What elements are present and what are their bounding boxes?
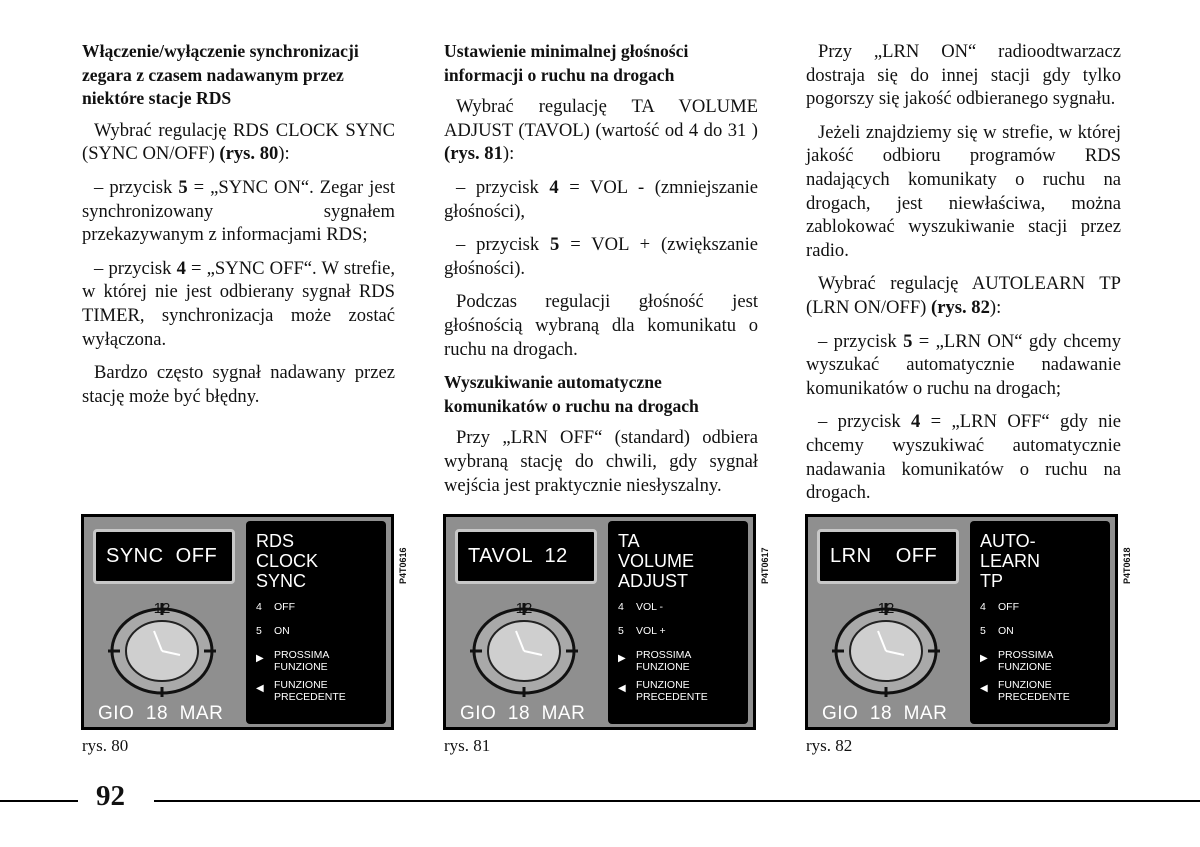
next-function (618, 649, 740, 673)
option-label: ON (998, 625, 1014, 637)
lcd-readout: TAVOL 12 (455, 529, 597, 584)
option-key: 4 (618, 601, 624, 613)
arrow-left-icon: ◀ (618, 683, 626, 694)
function-title: AUTO- LEARN TP (980, 531, 1041, 591)
paragraph (82, 119, 395, 166)
arrow-right-icon: ▶ (618, 653, 626, 664)
nav-label: PROSSIMA FUNZIONE (636, 649, 692, 673)
button-key: 4 (911, 411, 921, 433)
paragraph: Przy „LRN ON“ radioodtwarzacz dostraja się do innej stacji gdy tylko pogorszy się jakość odbieranego sygnału. (806, 41, 1121, 110)
paragraph-text: Wybrać regulację TA VOLUME ADJUST (TAVOL) (wartość od 4 do 31 ) (444, 96, 758, 141)
option-row (618, 625, 740, 637)
paragraph-text: – przycisk (456, 176, 550, 198)
display-panel (808, 517, 1115, 727)
paragraph (444, 95, 758, 166)
radio-display (81, 514, 394, 730)
option-row (980, 601, 1102, 613)
option-label: OFF (998, 601, 1019, 613)
column-3 (806, 40, 1121, 515)
arrow-left-icon: ◀ (256, 683, 264, 694)
arrow-left-icon: ◀ (980, 683, 988, 694)
date-readout: GIO 18 MAR (98, 703, 224, 724)
paragraph (444, 233, 758, 280)
paragraph: Bardzo często sygnał nadawany przez stację może być błędny. (82, 362, 395, 407)
figure-caption: rys. 82 (806, 736, 853, 755)
nav-label: PROSSIMA FUNZIONE (998, 649, 1054, 673)
paragraph-text: ): (502, 143, 515, 165)
column-2 (444, 40, 758, 507)
next-function (256, 649, 378, 673)
figure-rys-81 (443, 514, 770, 730)
paragraph-text: = VOL + (zwiększanie głośności). (444, 234, 758, 279)
figure-code: P4T0617 (760, 547, 770, 584)
section-heading: Wyszukiwanie automatyczne komunikatów o ruchu na drogach (444, 372, 699, 416)
paragraph-text: ): (989, 296, 1002, 318)
nav-label: FUNZIONE PRECEDENTE (274, 679, 346, 703)
arrow-right-icon: ▶ (980, 653, 988, 664)
option-key: 5 (980, 625, 986, 637)
lcd-readout: LRN OFF (817, 529, 959, 584)
previous-function (256, 679, 378, 703)
paragraph-text: = „LRN OFF“ gdy nie chcemy wyszukiwać automatycznie nadawania komunikatów o ruchu na drogach. (806, 411, 1121, 504)
clock-label: 12 (877, 600, 895, 617)
figure-reference: (rys. 81 (444, 143, 503, 165)
option-key: 5 (618, 625, 624, 637)
clock-icon (468, 597, 580, 697)
function-menu (970, 521, 1110, 724)
paragraph: Jeżeli znajdziemy się w strefie, w której jakość odbioru programów RDS nadających komunikaty o ruchu na drogach, jest niewłaściwa, można zablokować wyszukiwanie stacji przez radio. (806, 121, 1121, 261)
column-1 (82, 40, 395, 418)
option-row (256, 601, 378, 613)
paragraph-text: Wybrać regulację RDS CLOCK SYNC (SYNC ON/OFF) (82, 119, 395, 165)
option-key: 5 (256, 625, 262, 637)
section-heading: Włączenie/wyłączenie synchronizacji zegara z czasem nadawanym przez niektóre stacje RDS (82, 41, 359, 109)
paragraph (806, 272, 1121, 319)
option-row (256, 625, 378, 637)
display-panel (84, 517, 391, 727)
button-key: 5 (178, 176, 188, 198)
paragraph-text: = „SYNC ON“. Zegar jest synchronizowany sygnałem przekazywanym z informacjami RDS; (82, 176, 395, 246)
nav-label: FUNZIONE PRECEDENTE (998, 679, 1070, 703)
paragraph (82, 176, 395, 247)
option-row (618, 601, 740, 613)
section-heading: Ustawienie minimalnej głośności informacji o ruchu na drogach (444, 41, 689, 85)
lcd-readout: SYNC OFF (93, 529, 235, 584)
figure-rys-82 (805, 514, 1132, 730)
option-label: OFF (274, 601, 295, 613)
button-key: 5 (550, 234, 560, 256)
radio-display (805, 514, 1118, 730)
button-key: 4 (176, 257, 186, 279)
previous-function (980, 679, 1102, 703)
figure-code: P4T0618 (1122, 547, 1132, 584)
figure-rys-80 (81, 514, 408, 730)
arrow-right-icon: ▶ (256, 653, 264, 664)
paragraph-text: ): (278, 143, 290, 165)
paragraph-text: = „LRN ON“ gdy chcemy wyszukać automatycznie nadawanie komunikatów o ruchu na drogach; (806, 330, 1122, 399)
option-row (980, 625, 1102, 637)
page-number: 92 (96, 780, 125, 812)
next-function (980, 649, 1102, 673)
paragraph (82, 257, 395, 351)
figure-caption: rys. 80 (82, 736, 129, 755)
figure-code: P4T0616 (398, 547, 408, 584)
function-menu (246, 521, 386, 724)
nav-label: FUNZIONE PRECEDENTE (636, 679, 708, 703)
footer-rule (0, 800, 78, 802)
date-readout: GIO 18 MAR (822, 703, 948, 724)
option-label: VOL + (636, 625, 666, 637)
radio-display (443, 514, 756, 730)
previous-function (618, 679, 740, 703)
paragraph-text: = VOL - (zmniejszanie głośności), (444, 176, 758, 222)
button-key: 4 (549, 176, 559, 198)
button-key: 5 (903, 330, 913, 352)
display-panel (446, 517, 753, 727)
nav-label: PROSSIMA FUNZIONE (274, 649, 330, 673)
option-key: 4 (256, 601, 262, 613)
paragraph (444, 176, 758, 223)
paragraph-text: – przycisk (94, 257, 177, 279)
paragraph-text: = „SYNC OFF“. W strefie, w której nie jest odbierany sygnał RDS TIMER, synchronizacja może zostać wyłączona. (82, 257, 395, 350)
clock-label: 12 (515, 600, 533, 617)
paragraph-text: Wybrać regulację AUTOLEARN TP (LRN ON/OFF) (806, 273, 1121, 318)
paragraph (806, 330, 1121, 401)
paragraph-text: – przycisk (94, 176, 179, 198)
function-menu (608, 521, 748, 724)
paragraph-text: – przycisk (818, 411, 912, 433)
paragraph-text: – przycisk (456, 234, 551, 256)
option-key: 4 (980, 601, 986, 613)
figure-caption: rys. 81 (444, 736, 491, 755)
paragraph-text: – przycisk (818, 330, 904, 352)
clock-icon (106, 597, 218, 697)
paragraph: Podczas regulacji głośność jest głośnością wybraną dla komunikatu o ruchu na drogach. (444, 291, 758, 360)
paragraph: Przy „LRN OFF“ (standard) odbiera wybraną stację do chwili, gdy sygnał wejścia jest praktycznie niesłyszalny. (444, 427, 758, 496)
footer-rule (154, 800, 1200, 802)
figure-reference: (rys. 82 (931, 296, 990, 318)
function-title: RDS CLOCK SYNC (256, 531, 319, 591)
date-readout: GIO 18 MAR (460, 703, 586, 724)
figure-reference: (rys. 80 (219, 143, 279, 165)
function-title: TA VOLUME ADJUST (618, 531, 695, 591)
option-label: VOL - (636, 601, 664, 613)
clock-icon (830, 597, 942, 697)
option-label: ON (274, 625, 290, 637)
paragraph (806, 410, 1121, 504)
clock-label: 12 (153, 600, 171, 617)
